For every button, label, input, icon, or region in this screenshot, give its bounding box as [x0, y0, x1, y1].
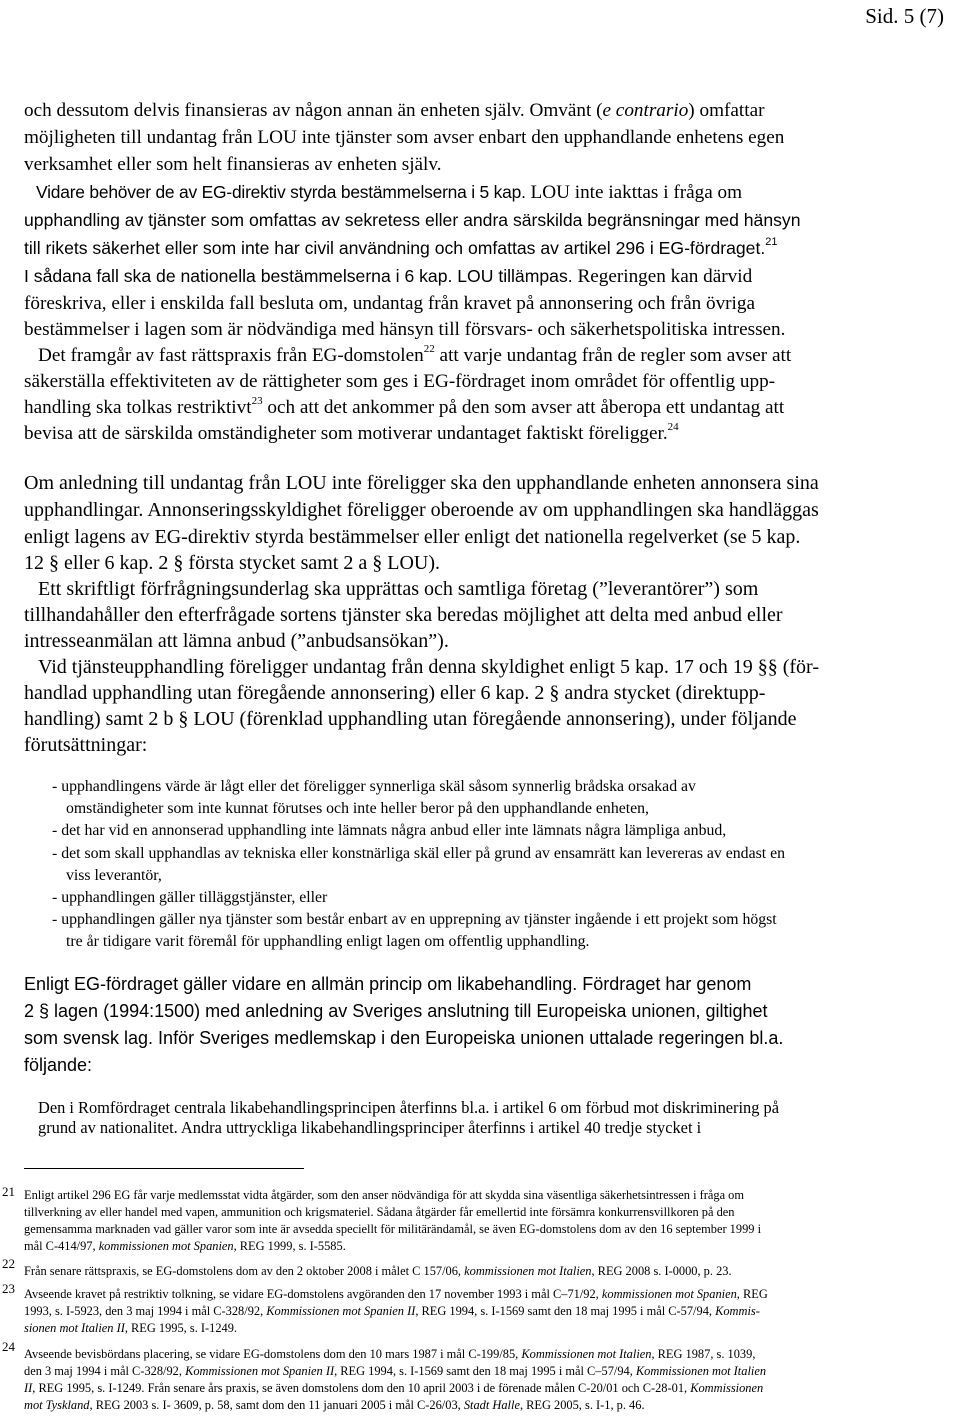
footnote-line: Enligt artikel 296 EG får varje medlemsstat vidta åtgärder, som den anser nödvändiga för att skydda sina väsentliga säkerhetsintressen i fråga om — [24, 1188, 744, 1202]
text-line: verksamhet eller som helt finansieras av enheten själv. — [24, 154, 442, 175]
text-line: Vid tjänsteupphandling föreligger undantag från denna skyldighet enligt 5 kap. 17 och 19 §§ (för- — [38, 656, 819, 678]
footnote-line: Från senare rättspraxis, se EG-domstolens dom av den 2 oktober 2008 i målet C 157/06, kommissionen mot Italien, REG 2008 s. I-0000, p. 23. — [24, 1264, 732, 1278]
text-line: I sådana fall ska de nationella bestämmelserna i 6 kap. LOU tillämpas. Regeringen kan därvid — [24, 266, 753, 287]
text-line: Vidare behöver de av EG-direktiv styrda bestämmelserna i 5 kap. LOU inte iakttas i fråga om — [36, 182, 743, 203]
text-line: 2 § lagen (1994:1500) med anledning av Sveriges anslutning till Europeiska unionen, giltighet — [24, 1001, 768, 1021]
footnote-line: Avseende bevisbördans placering, se vidare EG-domstolens dom den 10 mars 1987 i mål C-199/85, Kommissionen mot Italien, REG 1987, s. 1039, — [24, 1347, 756, 1361]
list-item: - upphandlingens värde är lågt eller det föreligger synnerliga skäl såsom synnerlig brådska orsakad av — [52, 778, 696, 795]
footnote-number-22: 22 — [2, 1256, 15, 1271]
footnote-number-23: 23 — [2, 1281, 15, 1296]
text-line: handlad upphandling utan föregående annonsering) eller 6 kap. 2 § andra stycket (direktupp- — [24, 682, 766, 704]
footnote-line: mot Tyskland, REG 2003 s. I- 3609, p. 58, samt dom den 11 januari 2005 i mål C-26/03, Stadt Halle, REG 2005, s. I-1, p. 46. — [24, 1398, 645, 1412]
footnote-ref-22[interactable]: 22 — [423, 343, 435, 355]
text-line: enligt lagens av EG-direktiv styrda bestämmelser eller enligt det nationella regelverket (se 5 kap. — [24, 526, 801, 548]
footnote-line: 1993, s. I-5923, den 3 maj 1994 i mål C-328/92, Kommissionen mot Spanien II, REG 1994, s. I-1569 samt den 18 maj 1995 i mål C-57/94, Kommis- — [24, 1304, 760, 1318]
footnote-line: den 3 maj 1994 i mål C-328/92, Kommissionen mot Spanien II, REG 1994, s. I-1569 samt den 18 maj 1995 i mål C–57/94, Kommissionen mot Italien — [24, 1364, 767, 1378]
quote-line: Den i Romfördraget centrala likabehandlingsprincipen återfinns bl.a. i artikel 6 om förbud mot diskriminering på — [38, 1098, 780, 1117]
list-item: - upphandlingen gäller tilläggstjänster, eller — [52, 889, 328, 906]
text-line: handling) samt 2 b § LOU (förenklad upphandling utan föregående annonsering), under följande — [24, 708, 797, 730]
list-item: - det har vid en annonserad upphandling inte lämnats några anbud eller inte lämnats några lämpliga anbud, — [52, 822, 727, 839]
list-item: - upphandlingen gäller nya tjänster som består enbart av en upprepning av tjänster ingående i ett projekt som högst — [52, 911, 777, 928]
footnote-ref-24[interactable]: 24 — [667, 421, 679, 433]
list-item: - det som skall upphandlas av tekniska eller konstnärliga skäl eller på grund av ensamrätt kan levereras av endast en — [52, 845, 785, 862]
text-line: möjligheten till undantag från LOU inte tjänster som avser enbart den upphandlande enhetens egen — [24, 127, 785, 148]
text-line: som svensk lag. Inför Sveriges medlemskap i den Europeiska unionen uttalade regeringen bl.a. — [24, 1028, 784, 1048]
text-line: handling ska tolkas restriktivt$^{23}$ och att det ankommer på den som avser att åberopa ett undantag att — [24, 395, 785, 418]
text-line: upphandling av tjänster som omfattas av sekretess eller andra särskilda begränsningar med hänsyn — [24, 210, 801, 230]
footnote-line: gemensamma marknaden vad gäller varor som inte är avsedda speciellt för militärändamål, se även EG-domstolens dom av den 16 september 1999 i — [24, 1222, 762, 1236]
text-line: upphandlingar. Annonseringsskyldighet föreligger oberoende av om upphandlingen ska handläggas — [24, 499, 819, 521]
footnote-separator — [24, 1168, 304, 1169]
list-item-continuation: omständigheter som inte kunnat förutses och inte heller beror på den upphandlande enheten, — [66, 800, 649, 817]
text-line: Om anledning till undantag från LOU inte föreligger ska den upphandlande enheten annonsera sina — [24, 472, 819, 494]
footnote-number-21: 21 — [2, 1184, 15, 1199]
footnote-number-24: 24 — [2, 1339, 15, 1354]
text-line: 12 § eller 6 kap. 2 § första stycket samt 2 a § LOU). — [24, 552, 441, 574]
text-line: förutsättningar: — [24, 734, 148, 756]
footnote-ref-23[interactable]: 23 — [251, 395, 263, 407]
text-line: Ett skriftligt förfrågningsunderlag ska upprättas och samtliga företag (”leverantörer”) som — [38, 578, 759, 600]
footnote-line: Avseende kravet på restriktiv tolkning, se vidare EG-domstolens avgöranden den 17 november 1993 i mål C–71/92, kommissionen mot Spanien, REG — [24, 1287, 768, 1301]
text-line: och dessutom delvis finansieras av någon annan än enheten själv. Omvänt (e contrario) omfattar — [24, 100, 765, 121]
text-line: tillhandahåller den efterfrågade sortens tjänster ska beredas möjlighet att delta med anbud eller — [24, 604, 783, 626]
text-line: säkerställa effektiviteten av de rättigheter som ges i EG-fördraget inom området för offentlig upp- — [24, 371, 776, 392]
footnote-line: mål C-414/97, kommissionen mot Spanien, REG 1999, s. I-5585. — [24, 1239, 346, 1253]
footnote-ref-21[interactable]: 21 — [765, 236, 778, 248]
text-line: bestämmelser i lagen som är nödvändiga med hänsyn till försvars- och säkerhetspolitiska intressen. — [24, 319, 786, 340]
footnote-line: II, REG 1995, s. I-1249. Från senare års praxis, se även domstolens dom den 10 april 2003 i de förenade målen C-20/01 och C-28-01, Kommissionen — [24, 1381, 764, 1395]
list-item-continuation: viss leverantör, — [66, 867, 162, 884]
page-number: Sid. 5 (7) — [865, 4, 944, 28]
footnote-line: sionen mot Italien II, REG 1995, s. I-1249. — [24, 1321, 238, 1335]
text-line: föreskriva, eller i enskilda fall besluta om, undantag från kravet på annonsering och från övriga — [24, 293, 755, 314]
quote-line: grund av nationalitet. Andra uttryckliga likabehandlingsprinciper återfinns i artikel 40 tredje stycket i — [38, 1118, 702, 1137]
text-line: följande: — [24, 1055, 93, 1075]
text-line: intresseanmälan att lämna anbud (”anbudsansökan”). — [24, 630, 449, 652]
text-line: Det framgår av fast rättspraxis från EG-domstolen$^{22}$ att varje undantag från de regler som avser att — [38, 343, 792, 366]
footnote-line: tillverkning av eller handel med vapen, ammunition och krigsmateriel. Sådana åtgärder får emellertid inte försämra konkurrensvillkoren på den — [24, 1205, 735, 1219]
list-item-continuation: tre år tidigare varit föremål för upphandling enligt lagen om offentlig upphandling. — [66, 933, 590, 950]
text-line: Enligt EG-fördraget gäller vidare en allmän princip om likabehandling. Fördraget har genom — [24, 974, 752, 994]
text-line: till rikets säkerhet eller som inte har civil användning och omfattas av artikel 296 i EG-fördraget.$^{21}$ — [24, 236, 778, 258]
text-line: bevisa att de särskilda omständigheter som motiverar undantaget faktiskt föreligger.$^{24}$ — [24, 421, 679, 444]
